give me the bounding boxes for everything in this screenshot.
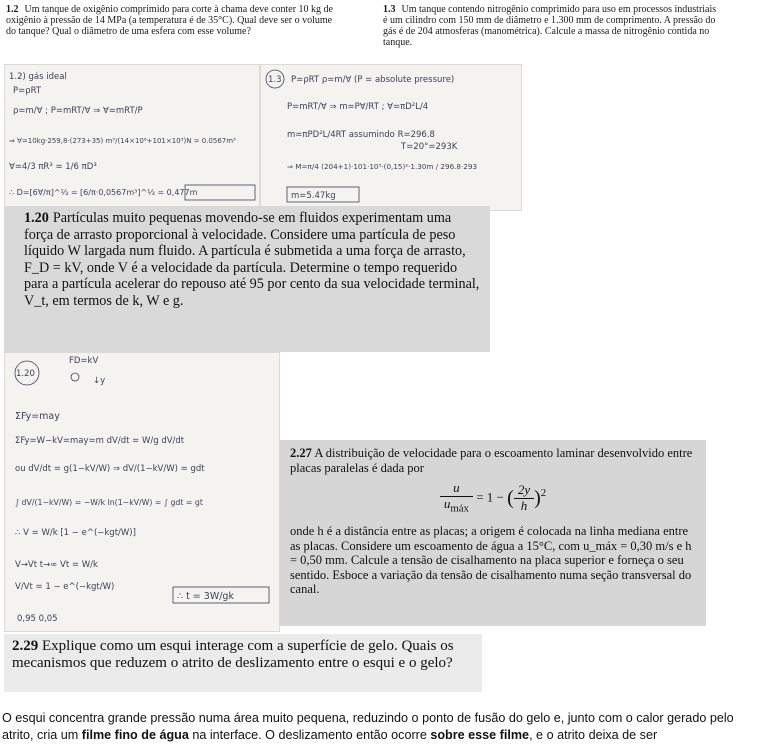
hw-line: FD=kV — [69, 356, 99, 366]
hw-line: ou dV/dt = g(1−kV/W) ⇒ dV/(1−kV/W) = gdt — [15, 464, 205, 474]
hw-line: ∀=4/3 πR³ = 1/6 πD³ — [9, 162, 97, 172]
handwritten-solution-1-2 — [4, 64, 260, 216]
hw-line: P=ρRT ρ=m/∀ (P = absolute pressure) — [291, 75, 455, 85]
hw-line: ∫ dV/(1−kV/W) = −W/k ln(1−kV/W) = ∫ gdt = gt — [15, 498, 203, 507]
hw-line: P=ρRT — [13, 86, 42, 96]
hw-line: ⇒ M=π/4 (204+1)·101·10³·(0,15)²·1.30m / 296.8·293 — [287, 162, 478, 171]
hw-line: V/Vt = 1 − e^(−kgt/W) — [15, 582, 115, 592]
problem-number: 1.2 — [6, 4, 19, 15]
hw-line: ⇒ ∀=10kg·259,8·(273+35) m³/(14×10⁶+101×10³)N = 0.0567m³ — [9, 137, 236, 145]
hw-line: m=πPD²L/4RT assumindo R=296.8 — [287, 130, 435, 140]
eq-paren-fraction — [514, 483, 534, 513]
problem-text: Um tanque contendo nitrogênio comprimido para uso em processos industriais é um cilindro com 150 mm de diâmetro e 1.300 mm de comprimento. A pressão do gás é de 204 atmosferas (manométrica). Calcule a massa de nitrogênio contida no tanque. — [383, 4, 717, 48]
problem-intro: A distribuição de velocidade para o escoamento laminar desenvolvido entre placas paralelas é dada por — [290, 446, 693, 475]
hw-line: ∴ V = W/k [1 − e^(−kgt/W)] — [15, 528, 136, 538]
velocity-equation: $\frac{u}{u_{máx}}$ = 1 − ( $\frac{2y}{h}$ )$^2$ — [290, 481, 696, 516]
problem-number: 2.29 — [12, 638, 39, 654]
eq-paren-den: h — [520, 498, 528, 514]
problem-number: 1.3 — [383, 4, 396, 15]
problem-1-20 — [4, 206, 490, 352]
eq-umax: u — [443, 495, 451, 511]
hw-line: ↓y — [93, 376, 106, 386]
problem-number: 2.27 — [290, 446, 312, 460]
problem-text: Partículas muito pequenas movendo-se em fluidos experimentam uma força de arrasto proporcional à velocidade. Considere uma partícula de peso líquido W largada num fluido. A partícula é submetida a uma força de arrasto, F_D = kV, onde V é a velocidade da partícula. Determine o tempo requerido para a partícula acelerar do repouso até 95 por cento da sua velocidade terminal, V_t, em termos de k, W e g. — [24, 210, 480, 309]
answer-part: , e o atrito deixa de ser — [529, 728, 658, 742]
answer-text — [2, 710, 768, 744]
hw-line: ρ=m/∀ ; P=mRT/∀ ⇒ ∀=mRT/P — [13, 106, 143, 116]
hw-label: 1.3 — [268, 75, 282, 85]
eq-rhs: = 1 − — [476, 489, 508, 505]
answer-part: na interface. O deslizamento então ocorre — [188, 728, 431, 742]
hw-line: T=20°=293K — [401, 142, 458, 152]
problem-body: onde h é a distância entre as placas; a origem é colocada na linha mediana entre as placas. Considere um escoamento de água a 15°C, com u_máx = 0,30 m/s e h = 0,50 mm. Calcule a tensão de cisalhamento na placa superior e forneça o seu sentido. Esboce a variação da tensão de cisalhamento numa seção transversal do canal. — [290, 523, 692, 597]
eq-umax-sub: máx — [450, 502, 469, 515]
problem-number: 1.20 — [24, 210, 49, 226]
answer-emphasis: filme fino de água — [81, 728, 189, 742]
hw-line: ΣFy=W−kV=may=m dV/dt = W/g dV/dt — [15, 436, 185, 446]
eq-fraction — [440, 481, 473, 516]
problem-text: Explique como um esqui interage com a superfície de gelo. Quais os mecanismos que reduzem o atrito de deslizamento entre o esqui e o gelo? — [12, 638, 454, 671]
hw-line: m=5.47kg — [291, 191, 336, 201]
answer-emphasis: sobre esse filme — [430, 728, 530, 742]
answer-part: O esqui concentra grande pressão numa área muito pequena, reduzindo o ponto de fusão do gelo e, junto com o calor gerado pelo atrito, cria um — [2, 711, 734, 742]
handwritten-solution-1-20 — [4, 352, 280, 632]
problem-text: Um tanque de oxigênio comprimido para corte à chama deve conter 10 kg de oxigênio à pressão de 14 MPa (a temperatura é de 35°C). Qual deve ser o volume do tanque? Qual o diâmetro de uma esfera com esse volume? — [6, 4, 333, 37]
problem-1-2 — [6, 4, 336, 37]
hw-line: 0,95 0,05 — [17, 614, 58, 624]
handwritten-solution-1-3 — [260, 64, 522, 211]
hw-line: ∴ D=[6∀/π]^⅓ = [6/π·0,0567m³]^⅓ = 0,477m — [9, 188, 198, 197]
problem-2-27 — [280, 440, 706, 626]
problem-2-29 — [4, 634, 482, 692]
hw-label: 1.2) gás ideal — [9, 72, 67, 82]
hw-line: P=mRT/∀ ⇒ m=P∀/RT ; ∀=πD²L/4 — [287, 102, 429, 112]
hw-line: V→Vt t→∞ Vt = W/k — [15, 560, 98, 570]
hw-label: 1.20 — [16, 369, 35, 379]
eq-exponent: 2 — [540, 487, 547, 500]
eq-paren-num: 2y — [517, 482, 531, 498]
hw-line: ΣFy=may — [15, 411, 60, 422]
hw-line: ∴ t = 3W/gk — [177, 591, 234, 602]
problem-1-3 — [383, 4, 723, 48]
eq-u: u — [453, 480, 460, 496]
